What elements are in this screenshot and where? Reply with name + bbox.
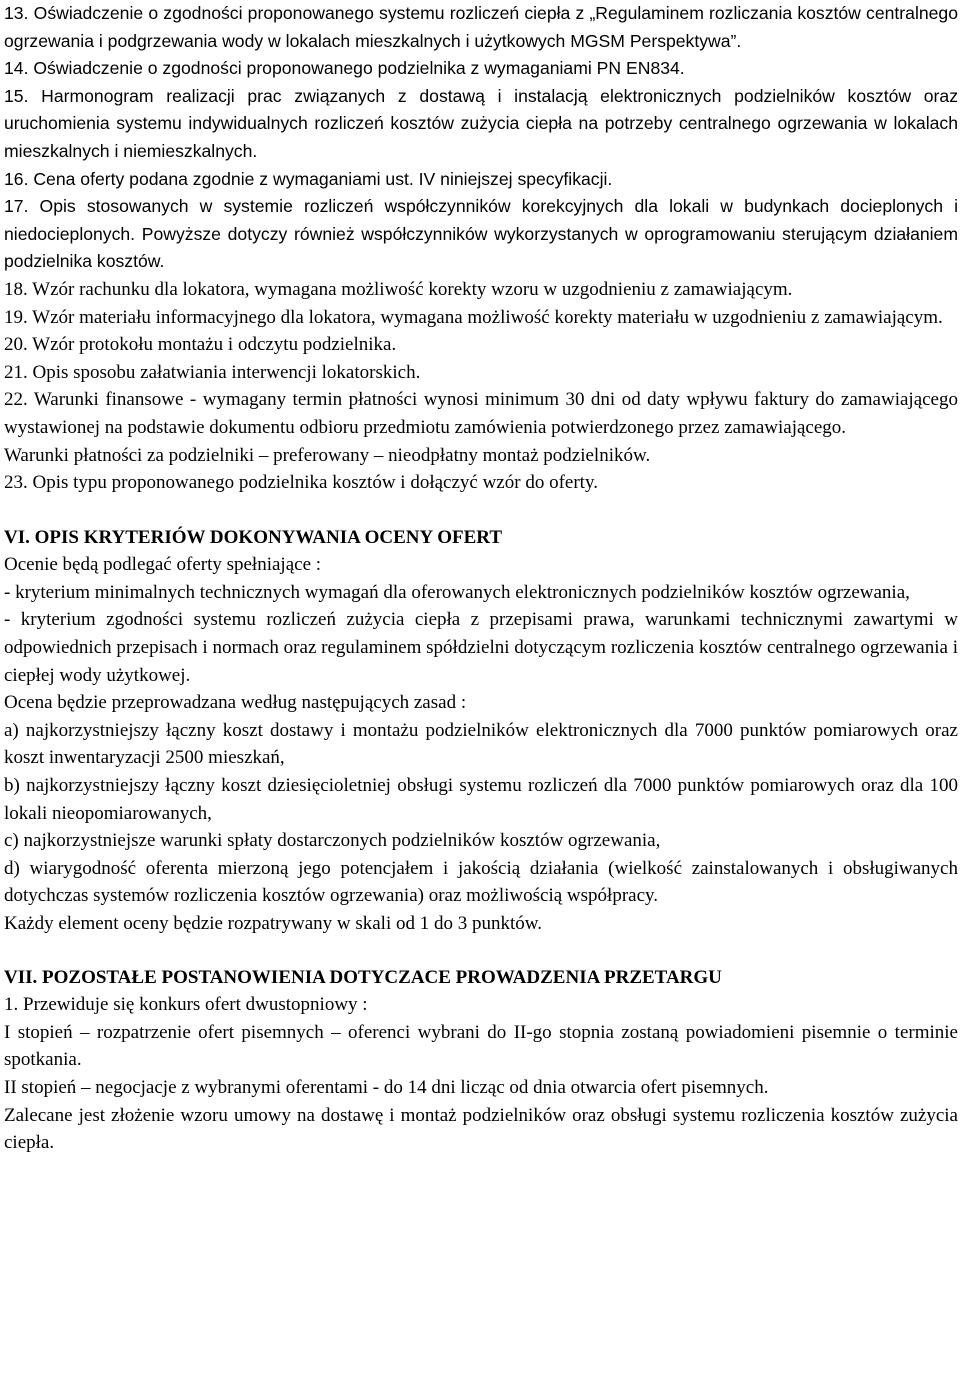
- rule-c: c) najkorzystniejsze warunki spłaty dostarczonych podzielników kosztów ogrzewania,: [4, 830, 661, 852]
- payment-terms: Warunki płatności za podzielniki – preferowany – nieodpłatny montaż podzielników.: [4, 444, 651, 466]
- criterion-1: - kryterium minimalnych technicznych wymagań dla oferowanych elektronicznych podzielników kosztów ogrzewania,: [4, 581, 910, 603]
- scoring-scale: Każdy element oceny będzie rozpatrywany w skali od 1 do 3 punktów.: [4, 913, 542, 934]
- list-item-14: 14. Oświadczenie o zgodności proponowanego podzielnika z wymaganiami PN EN834.: [4, 58, 685, 79]
- rule-b: b) najkorzystniejszy łączny koszt dziesięcioletniej obsługi systemu rozliczeń dla 7000 punktów pomiarowych oraz dla 100 lokali nieopomiarowanych,: [4, 775, 958, 824]
- recommendation: Zalecane jest złożenie wzoru umowy na dostawę i montaż podzielników oraz obsługi systemu rozliczenia kosztów zużycia ciepła.: [4, 1104, 958, 1154]
- section-spacer: [4, 938, 958, 964]
- section-vi-heading: VI. OPIS KRYTERIÓW DOKONYWANIA OCENY OFERT: [4, 526, 503, 548]
- list-item-23: 23. Opis typu proponowanego podzielnika kosztów i dołączyć wzór do oferty.: [4, 472, 598, 494]
- stage-1: I stopień – rozpatrzenie ofert pisemnych – oferenci wybrani do II-go stopnia zostaną powiadomieni pisemnie o terminie spotkania.: [4, 1021, 958, 1071]
- list-item-21: 21. Opis sposobu załatwiania interwencji lokatorskich.: [4, 361, 421, 383]
- list-item-18: 18. Wzór rachunku dla lokatora, wymagana możliwość korekty wzoru w uzgodnieniu z zamawiającym.: [4, 278, 793, 300]
- section-vii-heading: VII. POZOSTAŁE POSTANOWIENIA DOTYCZACE PROWADZENIA PRZETARGU: [4, 966, 722, 988]
- list-item-20: 20. Wzór protokołu montażu i odczytu podzielnika.: [4, 334, 397, 356]
- section-spacer: [4, 497, 958, 524]
- list-item-16: 16. Cena oferty podana zgodnie z wymaganiami ust. IV niniejszej specyfikacji.: [4, 168, 613, 189]
- rule-d: d) wiarygodność oferenta mierzoną jego potencjałem i jakością działania (wielkość zainstalowanych i obsługiwanych dotychczas systemów rozliczenia kosztów ogrzewania) oraz możliwością współpracy.: [4, 857, 958, 907]
- rule-a: a) najkorzystniejszy łączny koszt dostawy i montażu podzielników elektronicznych dla 7000 punktów pomiarowych oraz koszt inwentaryzacji 2500 mieszkań,: [4, 719, 958, 769]
- stage-2: II stopień – negocjacje z wybranymi oferentami - do 14 dni licząc od dnia otwarcia ofert pisemnych.: [4, 1076, 769, 1098]
- list-item-13: 13. Oświadczenie o zgodności proponowanego systemu rozliczeń ciepła z „Regulaminem rozliczania kosztów centralnego ogrzewania i podgrzewania wody w lokalach mieszkalnych i użytkowych MGSM Perspektywa”.: [4, 3, 958, 51]
- criterion-2: - kryterium zgodności systemu rozliczeń zużycia ciepła z przepisami prawa, warunkami technicznymi zawartymi w odpowiednich przepisach i normach oraz regulaminem spółdzielni dotyczącym rozliczenia kosztów centralnego ogrzewania i ciepłej wody użytkowej.: [4, 609, 958, 686]
- list-item-22: 22. Warunki finansowe - wymagany termin płatności wynosi minimum 30 dni od daty wpływu faktury do zamawiającego wystawionej na podstawie dokumentu odbioru przedmiotu zamówienia potwierdzonego przez zamawiającego.: [4, 389, 958, 438]
- section-vi-intro: Ocenie będą podlegać oferty spełniające :: [4, 554, 322, 576]
- rules-intro: Ocena będzie przeprowadzana według następujących zasad :: [4, 692, 467, 714]
- list-item-17: 17. Opis stosowanych w systemie rozliczeń współczynników korekcyjnych dla lokali w budynkach docieplonych i niedocieplonych. Powyższe dotyczy również współczynników wykorzystanych w oprogramowaniu sterującym działaniem podzielnika kosztów.: [4, 196, 958, 272]
- list-item-19: 19. Wzór materiału informacyjnego dla lokatora, wymagana możliwość korekty materiału w uzgodnieniu z zamawiającym.: [4, 306, 943, 328]
- section-vii-point-1: 1. Przewiduje się konkurs ofert dwustopniowy :: [4, 994, 368, 1016]
- list-item-15: 15. Harmonogram realizacji prac związanych z dostawą i instalacją elektronicznych podzielników kosztów oraz uruchomienia systemu indywidualnych rozliczeń kosztów zużycia ciepła na potrzeby centralnego ogrzewania w lokalach mieszkalnych i niemieszkalnych.: [4, 85, 958, 161]
